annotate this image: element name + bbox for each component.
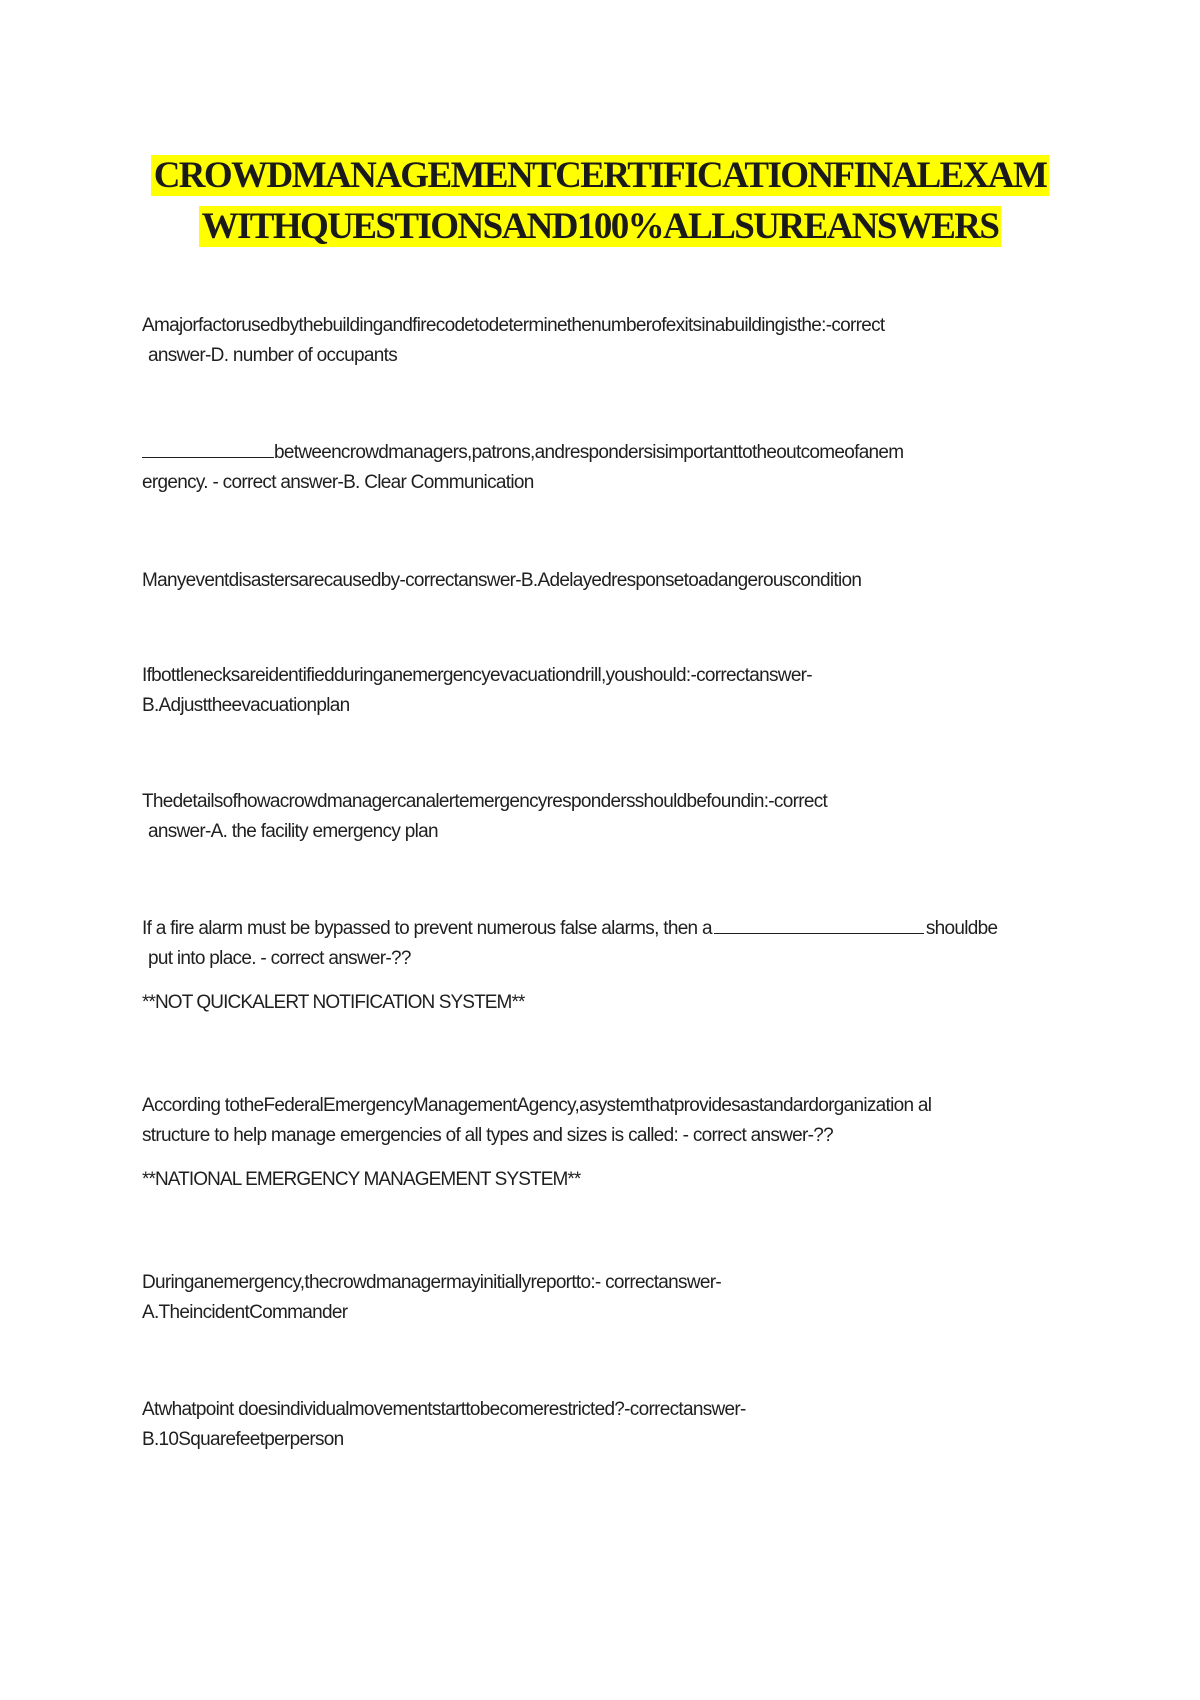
question-text: Manyeventdisastersarecausedby-correctanswer-B.Adelayedresponsetoadangerouscondition — [142, 570, 862, 591]
answer-note: **NOT QUICKALERT NOTIFICATION SYSTEM** — [142, 992, 525, 1013]
answer-text: B.10Squarefeetperperson — [142, 1429, 344, 1450]
question-text: Atwhatpoint doesindividualmovementstarttobecomerestricted?-correctanswer- — [142, 1399, 746, 1420]
question-text: betweencrowdmanagers,patrons,andrespondersisimportanttotheoutcomeofanem — [142, 438, 1062, 468]
answer-text: ergency. - correct answer-B. Clear Communication — [142, 472, 534, 493]
title-line-1: CROWDMANAGEMENTCERTIFICATIONFINALEXAM — [151, 155, 1050, 196]
question-text: If a fire alarm must be bypassed to prevent numerous false alarms, then a shouldbe — [142, 914, 1062, 944]
document-title — [0, 150, 1200, 252]
question-2 — [142, 438, 1062, 498]
question-3 — [142, 566, 1062, 596]
question-7 — [142, 1091, 1062, 1195]
answer-text: B.Adjusttheevacuationplan — [142, 695, 350, 716]
answer-text: answer-A. the facility emergency plan — [148, 821, 438, 842]
answer-text: answer-D. number of occupants — [148, 345, 397, 366]
question-text: Amajorfactorusedbythebuildingandfirecodetodeterminethenumberofexitsinabuildingisthe:-correct — [142, 315, 885, 336]
fill-in-blank — [142, 439, 274, 458]
question-1 — [142, 311, 1062, 371]
answer-text: A.TheincidentCommander — [142, 1302, 348, 1323]
question-text: According totheFederalEmergencyManagementAgency,asystemthatprovidesastandardorganization al — [142, 1095, 932, 1116]
question-text: Thedetailsofhowacrowdmanagercanalertemergencyrespondersshouldbefoundin:-correct — [142, 791, 828, 812]
question-4 — [142, 661, 1062, 721]
question-6 — [142, 914, 1062, 1018]
answer-text: put into place. - correct answer-?? — [148, 948, 411, 969]
question-5 — [142, 787, 1062, 847]
fill-in-blank — [714, 915, 924, 934]
title-line-2: WITHQUESTIONSAND100%ALLSUREANSWERS — [199, 206, 1002, 247]
answer-text: structure to help manage emergencies of all types and sizes is called: - correct answer-?? — [142, 1125, 834, 1146]
question-text: Duringanemergency,thecrowdmanagermayinitiallyreportto:- correctanswer- — [142, 1272, 721, 1293]
answer-note: **NATIONAL EMERGENCY MANAGEMENT SYSTEM** — [142, 1169, 581, 1190]
question-text: Ifbottlenecksareidentifiedduringanemergencyevacuationdrill,youshould:-correctanswer- — [142, 665, 812, 686]
question-9 — [142, 1395, 1062, 1455]
question-8 — [142, 1268, 1062, 1328]
